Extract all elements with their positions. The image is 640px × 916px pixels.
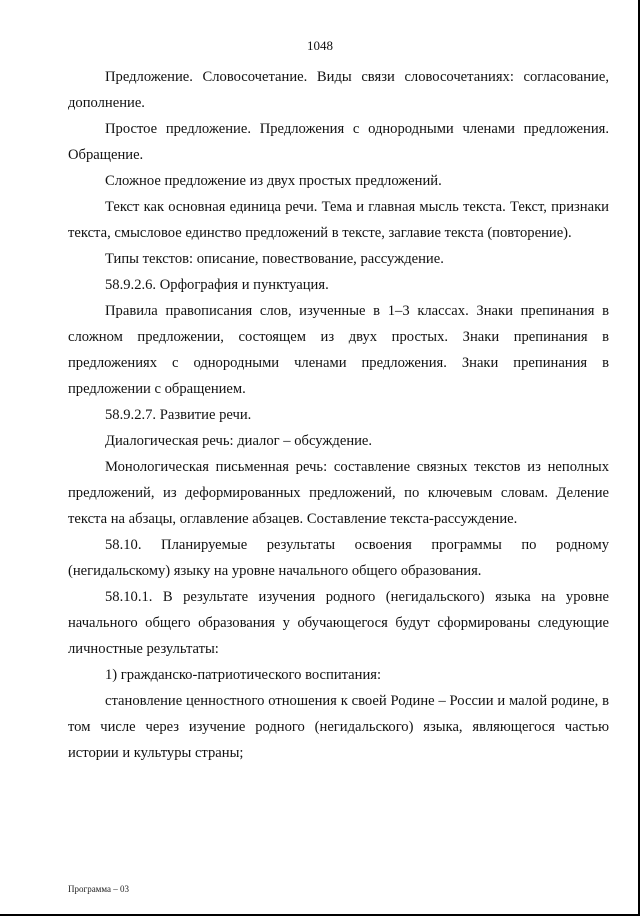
paragraph: Диалогическая речь: диалог – обсуждение. (105, 433, 373, 449)
section-heading: 58.9.2.7. Развитие речи. (105, 407, 252, 423)
paragraph: Монологическая письменная речь: составление связных текстов из неполных предложений, из деформированных предложений, по ключевым словам. Деление текста на абзацы, оглавление абзацев. Составление текста-рассуждение. (68, 459, 609, 527)
page-number: 1048 (307, 38, 333, 53)
paragraph: Текст как основная единица речи. Тема и главная мысль текста. Текст, признаки текста, смысловое единство предложений в тексте, заглавие текста (повторение). (68, 199, 609, 241)
section-heading: 58.9.2.6. Орфография и пунктуация. (105, 277, 329, 293)
paragraph: Правила правописания слов, изученные в 1–3 классах. Знаки препинания в сложном предложении, состоящем из двух простых. Знаки препинания в предложениях с однородными членами предложения. Знаки препинания в предложении с обращением. (68, 303, 609, 397)
paragraph: 58.10.1. В результате изучения родного (негидальского) языка на уровне начального общего образования у обучающегося будут сформированы следующие личностные результаты: (68, 589, 609, 657)
section-heading: 58.10. Планируемые результаты освоения программы по родному (негидальскому) языку на уровне начального общего образования. (68, 537, 609, 579)
paragraph: Типы текстов: описание, повествование, рассуждение. (105, 251, 444, 267)
list-item: 1) гражданско-патриотического воспитания: (105, 667, 382, 683)
paragraph: Простое предложение. Предложения с однородными членами предложения. Обращение. (68, 121, 609, 163)
footer-label: Программа – 03 (68, 884, 130, 894)
paragraph: становление ценностного отношения к своей Родине – России и малой родине, в том числе через изучение родного (негидальского) языка, являющегося частью истории и культуры страны; (68, 693, 609, 761)
paragraph: Предложение. Словосочетание. Виды связи словосочетаниях: согласование, дополнение. (68, 69, 609, 111)
document-body (68, 64, 609, 766)
paragraph: Сложное предложение из двух простых предложений. (105, 173, 442, 189)
